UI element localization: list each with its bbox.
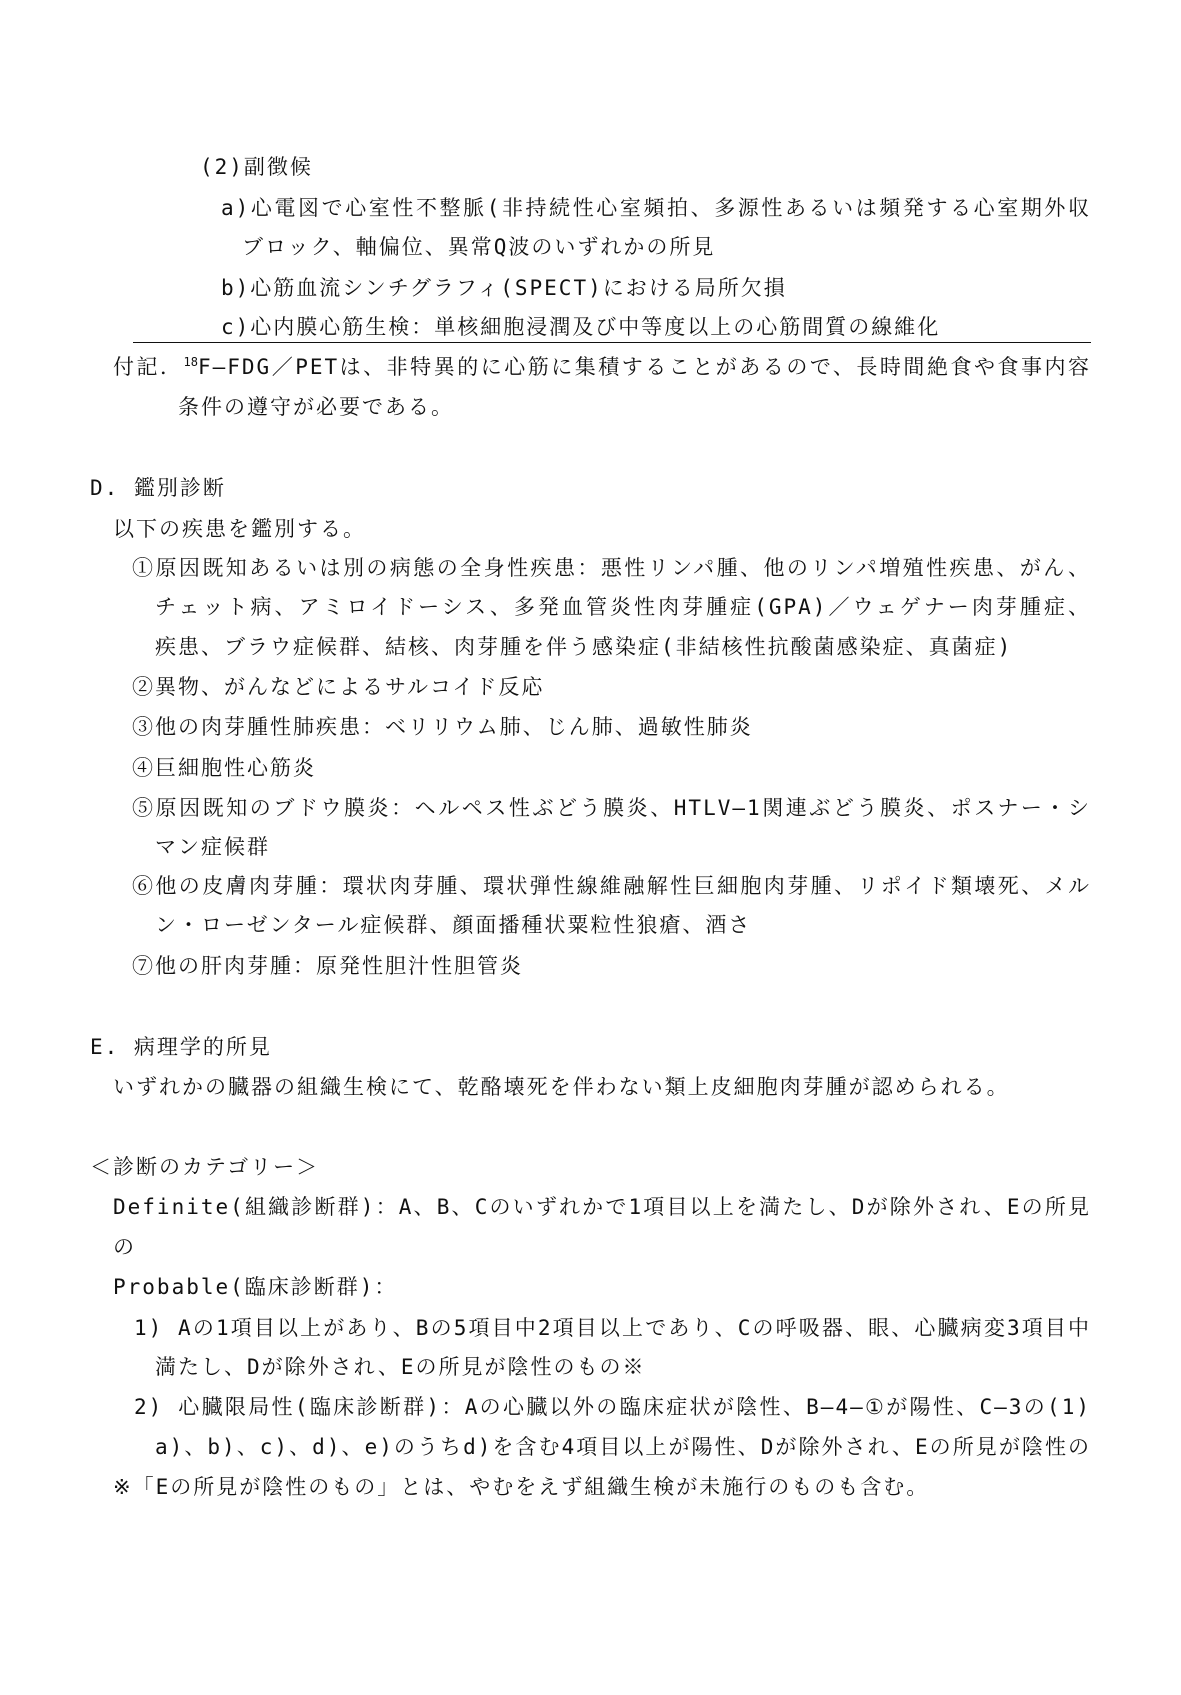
section-d-intro: 以下の疾患を鑑別する。	[113, 517, 366, 541]
section-e-heading: E. 病理学的所見	[90, 1035, 272, 1059]
note-text: F―FDG／PETは、非特異的に心筋に集積することがあるので、長時間絶食や食事内容	[197, 355, 1091, 379]
differential-item-1: ①原因既知あるいは別の病態の全身性疾患：悪性リンパ腫、他のリンパ増殖性疾患、がん、	[132, 556, 1091, 580]
probable-criterion-1-cont: 満たし、Dが除外され、Eの所見が陰性のもの※	[155, 1355, 646, 1379]
differential-item-6: ⑥他の皮膚肉芽腫：環状肉芽腫、環状弾性線維融解性巨細胞肉芽腫、リポイド類壊死、メル	[132, 874, 1091, 898]
minor-criteria-heading: (2)副徴候	[200, 155, 313, 179]
differential-item-3: ③他の肉芽腫性肺疾患：ベリリウム肺、じん肺、過敏性肺炎	[132, 715, 753, 739]
note-line-1	[113, 353, 1091, 381]
differential-item-7: ⑦他の肝肉芽腫：原発性胆汁性胆管炎	[132, 954, 523, 978]
minor-criterion-a-cont: ブロック、軸偏位、異常Q波のいずれかの所見	[242, 235, 716, 259]
differential-item-5: ⑤原因既知のブドウ膜炎：ヘルペス性ぶどう膜炎、HTLV―1関連ぶどう膜炎、ポスナー・シ	[132, 796, 1091, 820]
definite-criteria-cont: の	[113, 1235, 136, 1259]
category-footnote: ※「Eの所見が陰性のもの」とは、やむをえず組織生検が未施行のものも含む。	[113, 1475, 930, 1499]
definite-criteria: Definite(組織診断群)：A、B、Cのいずれかで1項目以上を満たし、Dが除外され、Eの所見	[113, 1195, 1091, 1219]
probable-criterion-2: 2) 心臓限局性(臨床診断群)：Aの心臓以外の臨床症状が陰性、B―4―①が陽性、C―3の(1)	[134, 1395, 1091, 1419]
differential-item-1-cont: チェット病、アミロイドーシス、多発血管炎性肉芽腫症(GPA)／ウェゲナー肉芽腫症、	[155, 595, 1091, 619]
minor-criterion-b: b)心筋血流シンチグラフィ(SPECT)における局所欠損	[221, 276, 787, 300]
probable-criterion-2-cont: a)、b)、c)、d)、e)のうちd)を含む4項目以上が陽性、Dが除外され、Eの所見が陰性の	[155, 1435, 1091, 1459]
differential-item-4: ④巨細胞性心筋炎	[132, 756, 316, 780]
minor-criterion-c: c)心内膜心筋生検：単核細胞浸潤及び中等度以上の心筋間質の線維化	[221, 315, 941, 339]
probable-criterion-1: 1) Aの1項目以上があり、Bの5項目中2項目以上であり、Cの呼吸器、眼、心臓病変3項目中	[134, 1316, 1091, 1340]
note-superscript: 18	[183, 355, 198, 369]
note-prefix: 付記．	[113, 355, 184, 379]
minor-criterion-a: a)心電図で心室性不整脈(非持続性心室頻拍、多源性あるいは頻発する心室期外収	[221, 196, 1091, 220]
differential-item-5-cont: マン症候群	[155, 835, 270, 859]
differential-item-6-cont: ン・ローゼンタール症候群、顔面播種状粟粒性狼瘡、酒さ	[155, 913, 752, 937]
section-e-body: いずれかの臓器の組織生検にて、乾酪壊死を伴わない類上皮細胞肉芽腫が認められる。	[113, 1075, 1010, 1099]
divider-line	[133, 342, 1091, 343]
category-heading: ＜診断のカテゴリー＞	[90, 1155, 320, 1179]
section-d-heading: D. 鑑別診断	[90, 476, 226, 500]
differential-item-2: ②異物、がんなどによるサルコイド反応	[132, 675, 545, 699]
note-line-2: 条件の遵守が必要である。	[178, 395, 454, 419]
differential-item-1-cont: 疾患、ブラウ症候群、結核、肉芽腫を伴う感染症(非結核性抗酸菌感染症、真菌症)	[155, 635, 1013, 659]
probable-heading: Probable(臨床診断群)：	[113, 1275, 398, 1299]
